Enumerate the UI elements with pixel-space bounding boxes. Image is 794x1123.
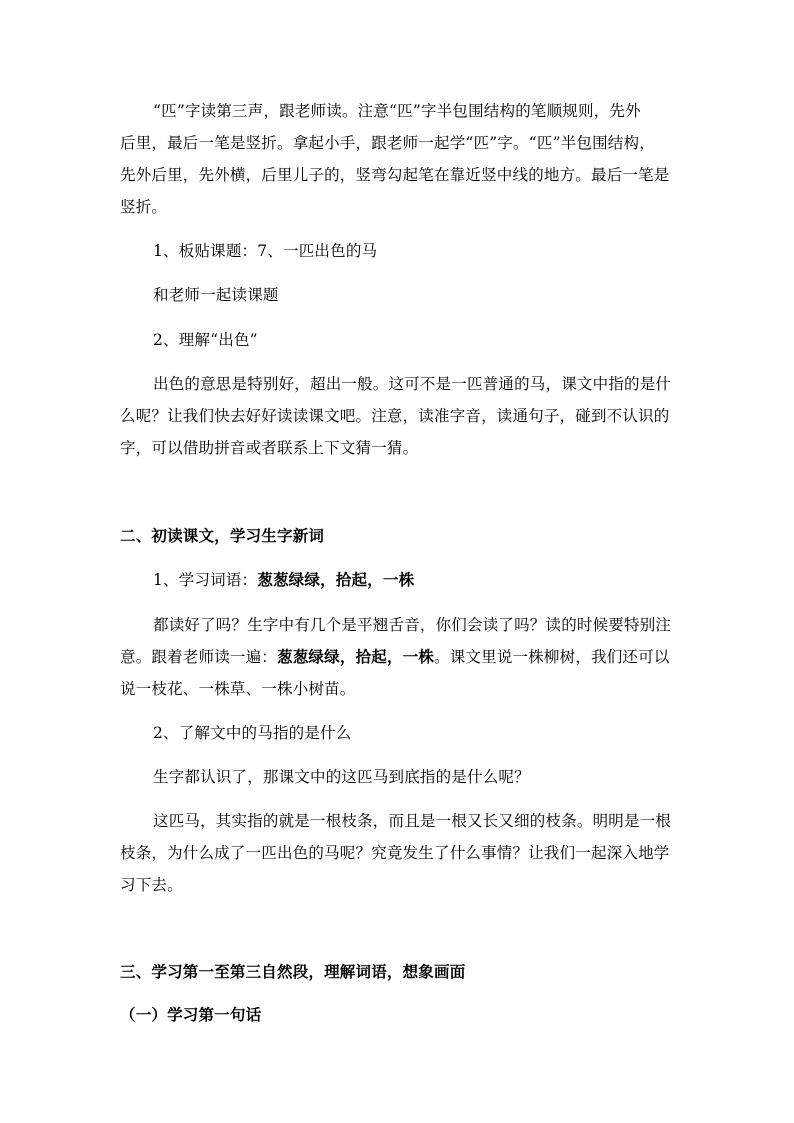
- paragraph-line: 枝条，为什么成了一匹出色的马呢？究竟发生了什么事情？让我们一起深入地学: [120, 844, 670, 862]
- bold-vocab: 葱葱绿绿，拾起，一株: [277, 647, 435, 666]
- paragraph-line: 先外后里，先外横，后里儿子的，竖弯勾起笔在靠近竖中线的地方。最后一笔是: [120, 166, 670, 184]
- paragraph-line: 字，可以借助拼音或者联系上下文猜一猜。: [120, 439, 419, 457]
- paragraph-text: 1、学习词语：: [153, 571, 258, 589]
- paragraph-text: 意。跟着老师读一遍：: [120, 648, 278, 666]
- paragraph-line: 都读好了吗？生字中有几个是平翘舌音，你们会读了吗？读的时候要特别注: [153, 616, 672, 634]
- paragraph-line: 和老师一起读课题: [153, 286, 279, 304]
- section-heading: 三、学习第一至第三自然段，理解词语，想象画面: [120, 962, 466, 981]
- paragraph-line: 习下去。: [120, 876, 183, 894]
- paragraph-line: 后里，最后一笔是竖折。拿起小手，跟老师一起学“匹”字。“匹”半包围结构，: [120, 134, 655, 152]
- paragraph-line: 出色的意思是特别好，超出一般。这可不是一匹普通的马，课文中指的是什: [153, 375, 672, 393]
- paragraph-line: 1、板贴课题：7、一匹出色的马: [153, 242, 378, 260]
- paragraph-line: 说一枝花、一株草、一株小树苗。: [120, 680, 356, 698]
- section-heading: 二、初读课文，学习生字新词: [120, 526, 325, 545]
- paragraph-line: [120, 647, 670, 667]
- paragraph-line: 生字都认识了，那课文中的这匹马到底指的是什么呢？: [153, 768, 530, 786]
- paragraph-line: 2、了解文中的马指的是什么: [153, 724, 352, 742]
- paragraph-line: [153, 570, 414, 590]
- paragraph-line: 么呢？让我们快去好好读读课文吧。注意，读准字音，读通句子，碰到不认识的: [120, 407, 670, 425]
- paragraph-text: 。课文里说一株柳树，我们还可以: [434, 648, 670, 666]
- paragraph-line: “匹”字读第三声，跟老师读。注意“匹”字半包围结构的笔顺规则，先外: [153, 102, 641, 120]
- paragraph-line: 2、理解“出色”: [153, 331, 258, 349]
- subsection-heading: （一）学习第一句话: [120, 1005, 262, 1024]
- bold-vocab: 葱葱绿绿，拾起，一株: [257, 570, 415, 589]
- paragraph-line: 这匹马，其实指的就是一根枝条，而且是一根又长又细的枝条。明明是一根: [153, 812, 672, 830]
- paragraph-line: 竖折。: [120, 198, 168, 216]
